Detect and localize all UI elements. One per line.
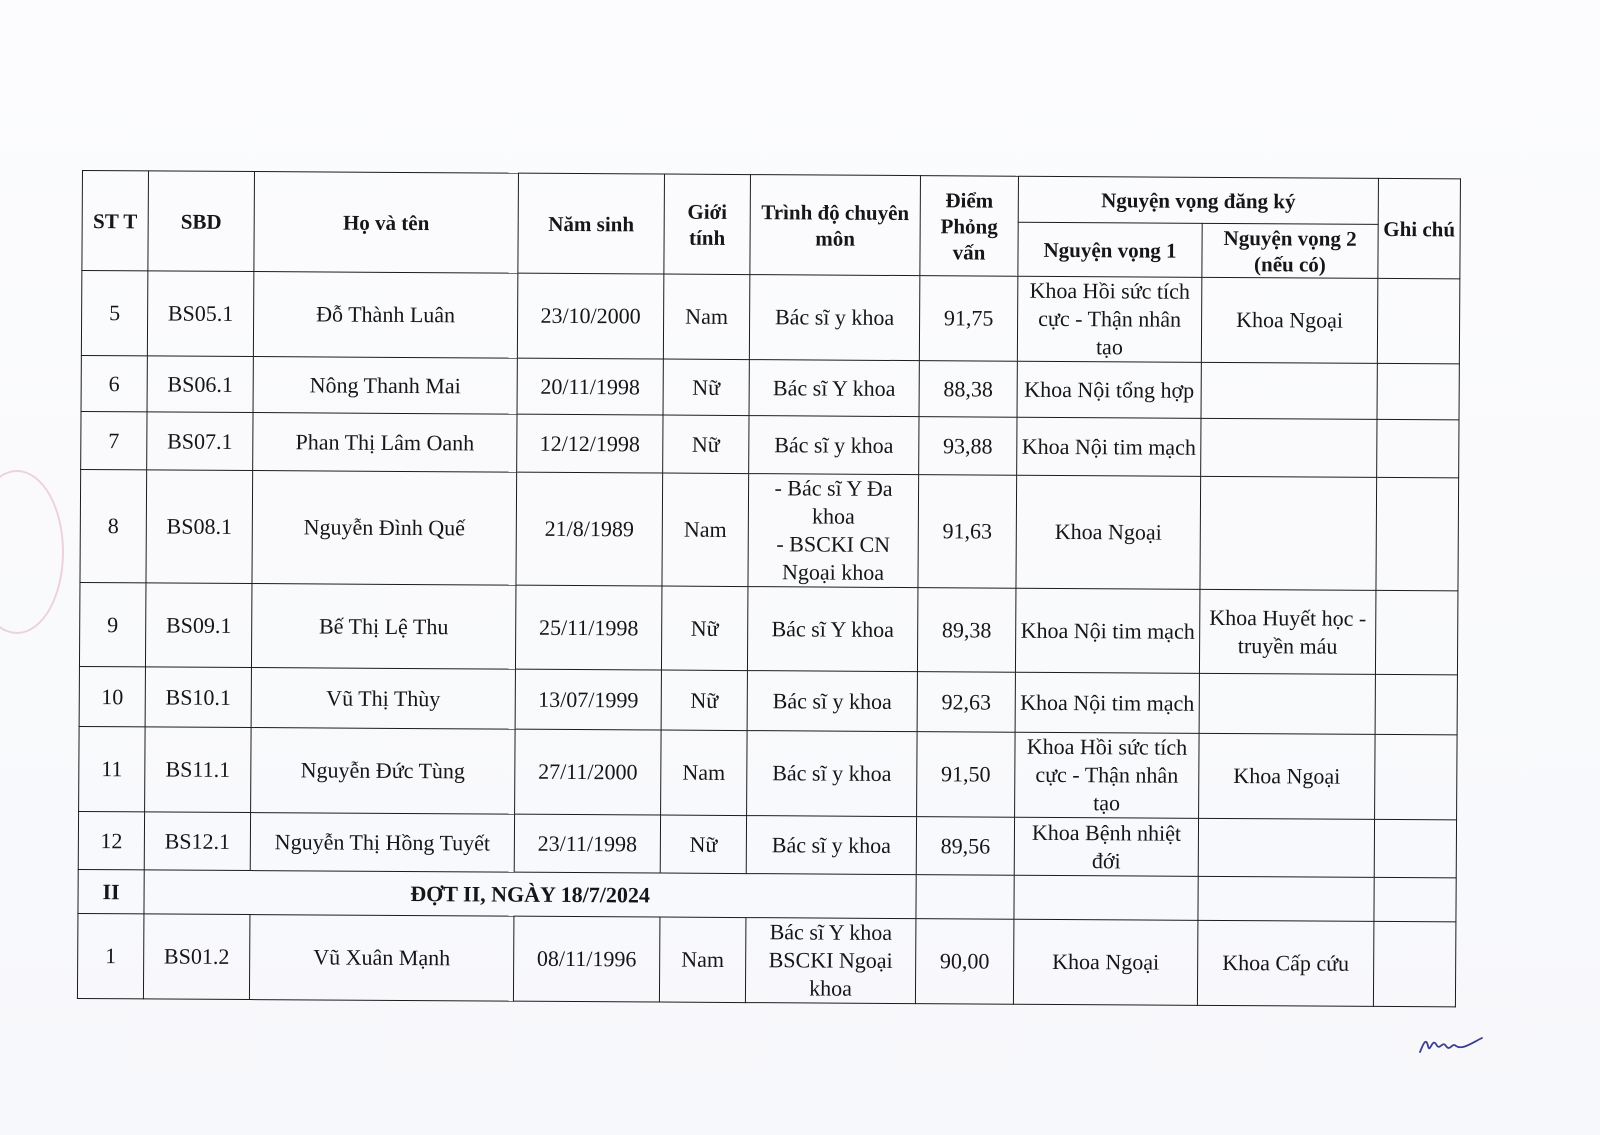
cell-note	[1377, 363, 1459, 419]
header-name: Họ và tên	[254, 172, 519, 274]
header-wish2: Nguyện vọng 2 (nếu có)	[1202, 223, 1378, 278]
cell-stt: 10	[79, 666, 145, 726]
cell-wish1: Khoa Bệnh nhiệt đới	[1014, 817, 1198, 876]
cell-birth: 20/11/1998	[517, 358, 663, 415]
red-seal-fragment	[0, 470, 64, 634]
section-title: ĐỢT II, NGÀY 18/7/2024	[144, 870, 916, 919]
cell-sbd: BS06.1	[147, 356, 253, 413]
cell-qualification: - Bác sĩ Y Đa khoa - BSCKI CN Ngoại khoa	[748, 474, 919, 588]
cell-score: 90,00	[915, 919, 1014, 1005]
cell-name: Phan Thị Lâm Oanh	[253, 413, 517, 473]
cell-name: Vũ Xuân Mạnh	[249, 915, 514, 1002]
cell-sbd: BS10.1	[145, 667, 251, 728]
cell-note	[1375, 674, 1457, 734]
cell-stt: 11	[79, 726, 146, 811]
cell-name: Đỗ Thành Luân	[253, 272, 518, 359]
cell-birth: 25/11/1998	[515, 585, 662, 670]
cell-wish1: Khoa Nội tim mạch	[1015, 672, 1199, 733]
table-row	[80, 469, 1459, 590]
cell-name: Vũ Thị Thùy	[251, 668, 515, 730]
cell-gender: Nam	[662, 473, 749, 587]
cell-note	[1376, 477, 1459, 590]
cell-name: Nguyễn Thị Hồng Tuyết	[250, 813, 514, 873]
cell-birth: 27/11/2000	[515, 729, 662, 815]
cell-wish1: Khoa Nội tim mạch	[1015, 588, 1200, 673]
header-stt: ST T	[82, 171, 149, 271]
cell-stt: 1	[77, 913, 144, 998]
cell-sbd: BS05.1	[147, 271, 254, 357]
cell-wish2	[1200, 476, 1377, 590]
cell-qualification: Bác sĩ y khoa	[747, 671, 917, 732]
cell-note	[1374, 819, 1456, 877]
table-row	[79, 666, 1457, 734]
cell-score: 89,56	[916, 817, 1014, 876]
cell-wish2	[1198, 818, 1374, 877]
cell-wish1: Khoa Ngoại	[1016, 475, 1201, 589]
candidate-results-table	[77, 170, 1461, 1007]
cell-gender: Nữ	[661, 670, 747, 731]
cell-score: 92,63	[917, 672, 1015, 733]
cell-birth: 23/10/2000	[517, 273, 664, 359]
cell-score: 88,38	[919, 361, 1017, 418]
signature-mark	[1416, 1024, 1486, 1060]
table-row	[79, 582, 1457, 674]
cell-name: Nguyễn Đức Tùng	[251, 728, 516, 815]
table-row	[81, 271, 1459, 364]
section-empty-cell	[1374, 877, 1456, 922]
cell-wish1: Khoa Nội tổng hợp	[1017, 361, 1201, 418]
table-row	[79, 726, 1457, 819]
table-row	[77, 913, 1455, 1006]
cell-qualification: Bác sĩ y khoa	[749, 275, 920, 361]
cell-wish2: Khoa Ngoại	[1201, 277, 1378, 363]
cell-stt: 12	[78, 811, 144, 869]
cell-gender: Nam	[659, 917, 746, 1003]
header-gender: Giới tính	[664, 174, 751, 275]
cell-wish1: Khoa Hồi sức tích cực - Thận nhân tạo	[1015, 732, 1200, 818]
cell-birth: 23/11/1998	[514, 814, 660, 873]
cell-name: Nông Thanh Mai	[253, 357, 517, 415]
cell-score: 91,63	[918, 475, 1017, 589]
section-empty-cell	[916, 875, 1014, 920]
header-wish1: Nguyện vọng 1	[1018, 222, 1202, 277]
cell-birth: 13/07/1999	[515, 669, 661, 730]
header-wish-group: Nguyện vọng đăng ký	[1018, 176, 1378, 224]
cell-qualification: Bác sĩ y khoa	[746, 816, 916, 875]
cell-score: 93,88	[919, 417, 1017, 476]
cell-note	[1377, 278, 1460, 363]
cell-gender: Nam	[663, 274, 750, 360]
cell-stt: 9	[79, 582, 146, 666]
cell-sbd: BS09.1	[145, 583, 252, 668]
cell-qualification: Bác sĩ y khoa	[747, 731, 918, 817]
cell-note	[1375, 590, 1458, 674]
cell-wish2	[1201, 418, 1377, 477]
cell-sbd: BS11.1	[145, 727, 252, 813]
cell-wish2	[1199, 673, 1375, 734]
cell-birth: 12/12/1998	[517, 414, 663, 473]
table-header	[82, 171, 1461, 279]
cell-gender: Nữ	[663, 415, 749, 474]
cell-qualification: Bác sĩ Y khoa BSCKI Ngoại khoa	[745, 918, 916, 1004]
cell-stt: 8	[80, 469, 147, 582]
cell-sbd: BS08.1	[146, 470, 253, 584]
cell-note	[1375, 734, 1458, 819]
cell-qualification: Bác sĩ y khoa	[749, 416, 919, 475]
cell-name: Nguyễn Đình Quế	[252, 471, 517, 586]
section-code: II	[78, 869, 144, 913]
header-note: Ghi chú	[1378, 178, 1461, 278]
cell-sbd: BS12.1	[144, 812, 250, 871]
table-row	[78, 811, 1456, 877]
table-body	[77, 271, 1459, 1007]
cell-gender: Nữ	[660, 815, 746, 874]
cell-name: Bế Thị Lệ Thu	[251, 584, 516, 670]
cell-gender: Nữ	[661, 586, 748, 671]
cell-sbd: BS07.1	[147, 412, 253, 471]
cell-wish2	[1201, 362, 1377, 419]
cell-score: 89,38	[917, 588, 1016, 673]
cell-wish2: Khoa Cấp cứu	[1197, 920, 1374, 1006]
cell-note	[1377, 419, 1459, 477]
cell-wish1: Khoa Ngoại	[1013, 919, 1198, 1005]
cell-stt: 7	[81, 411, 147, 469]
table-row	[81, 355, 1459, 419]
cell-wish2: Khoa Huyết học - truyền máu	[1199, 589, 1376, 674]
cell-qualification: Bác sĩ Y khoa	[749, 360, 919, 417]
cell-score: 91,75	[919, 276, 1018, 362]
cell-gender: Nữ	[663, 359, 749, 416]
cell-qualification: Bác sĩ Y khoa	[747, 587, 918, 672]
cell-sbd: BS01.2	[143, 914, 250, 1000]
cell-stt: 6	[81, 355, 147, 411]
cell-note	[1373, 921, 1456, 1006]
cell-score: 91,50	[917, 732, 1016, 818]
section-empty-cell	[1014, 875, 1198, 920]
cell-stt: 5	[81, 271, 148, 356]
header-birth: Năm sinh	[518, 173, 665, 274]
section-empty-cell	[1198, 876, 1374, 921]
table-row	[81, 411, 1459, 477]
cell-gender: Nam	[661, 730, 748, 816]
cell-wish2: Khoa Ngoại	[1199, 733, 1376, 819]
cell-birth: 21/8/1989	[516, 472, 663, 586]
cell-wish1: Khoa Nội tim mạch	[1017, 417, 1201, 476]
cell-birth: 08/11/1996	[513, 916, 660, 1002]
cell-wish1: Khoa Hồi sức tích cực - Thận nhân tạo	[1017, 276, 1202, 362]
header-score: Điểm Phỏng vấn	[920, 176, 1019, 277]
header-qualification: Trình độ chuyên môn	[750, 175, 921, 276]
header-sbd: SBD	[148, 171, 255, 272]
